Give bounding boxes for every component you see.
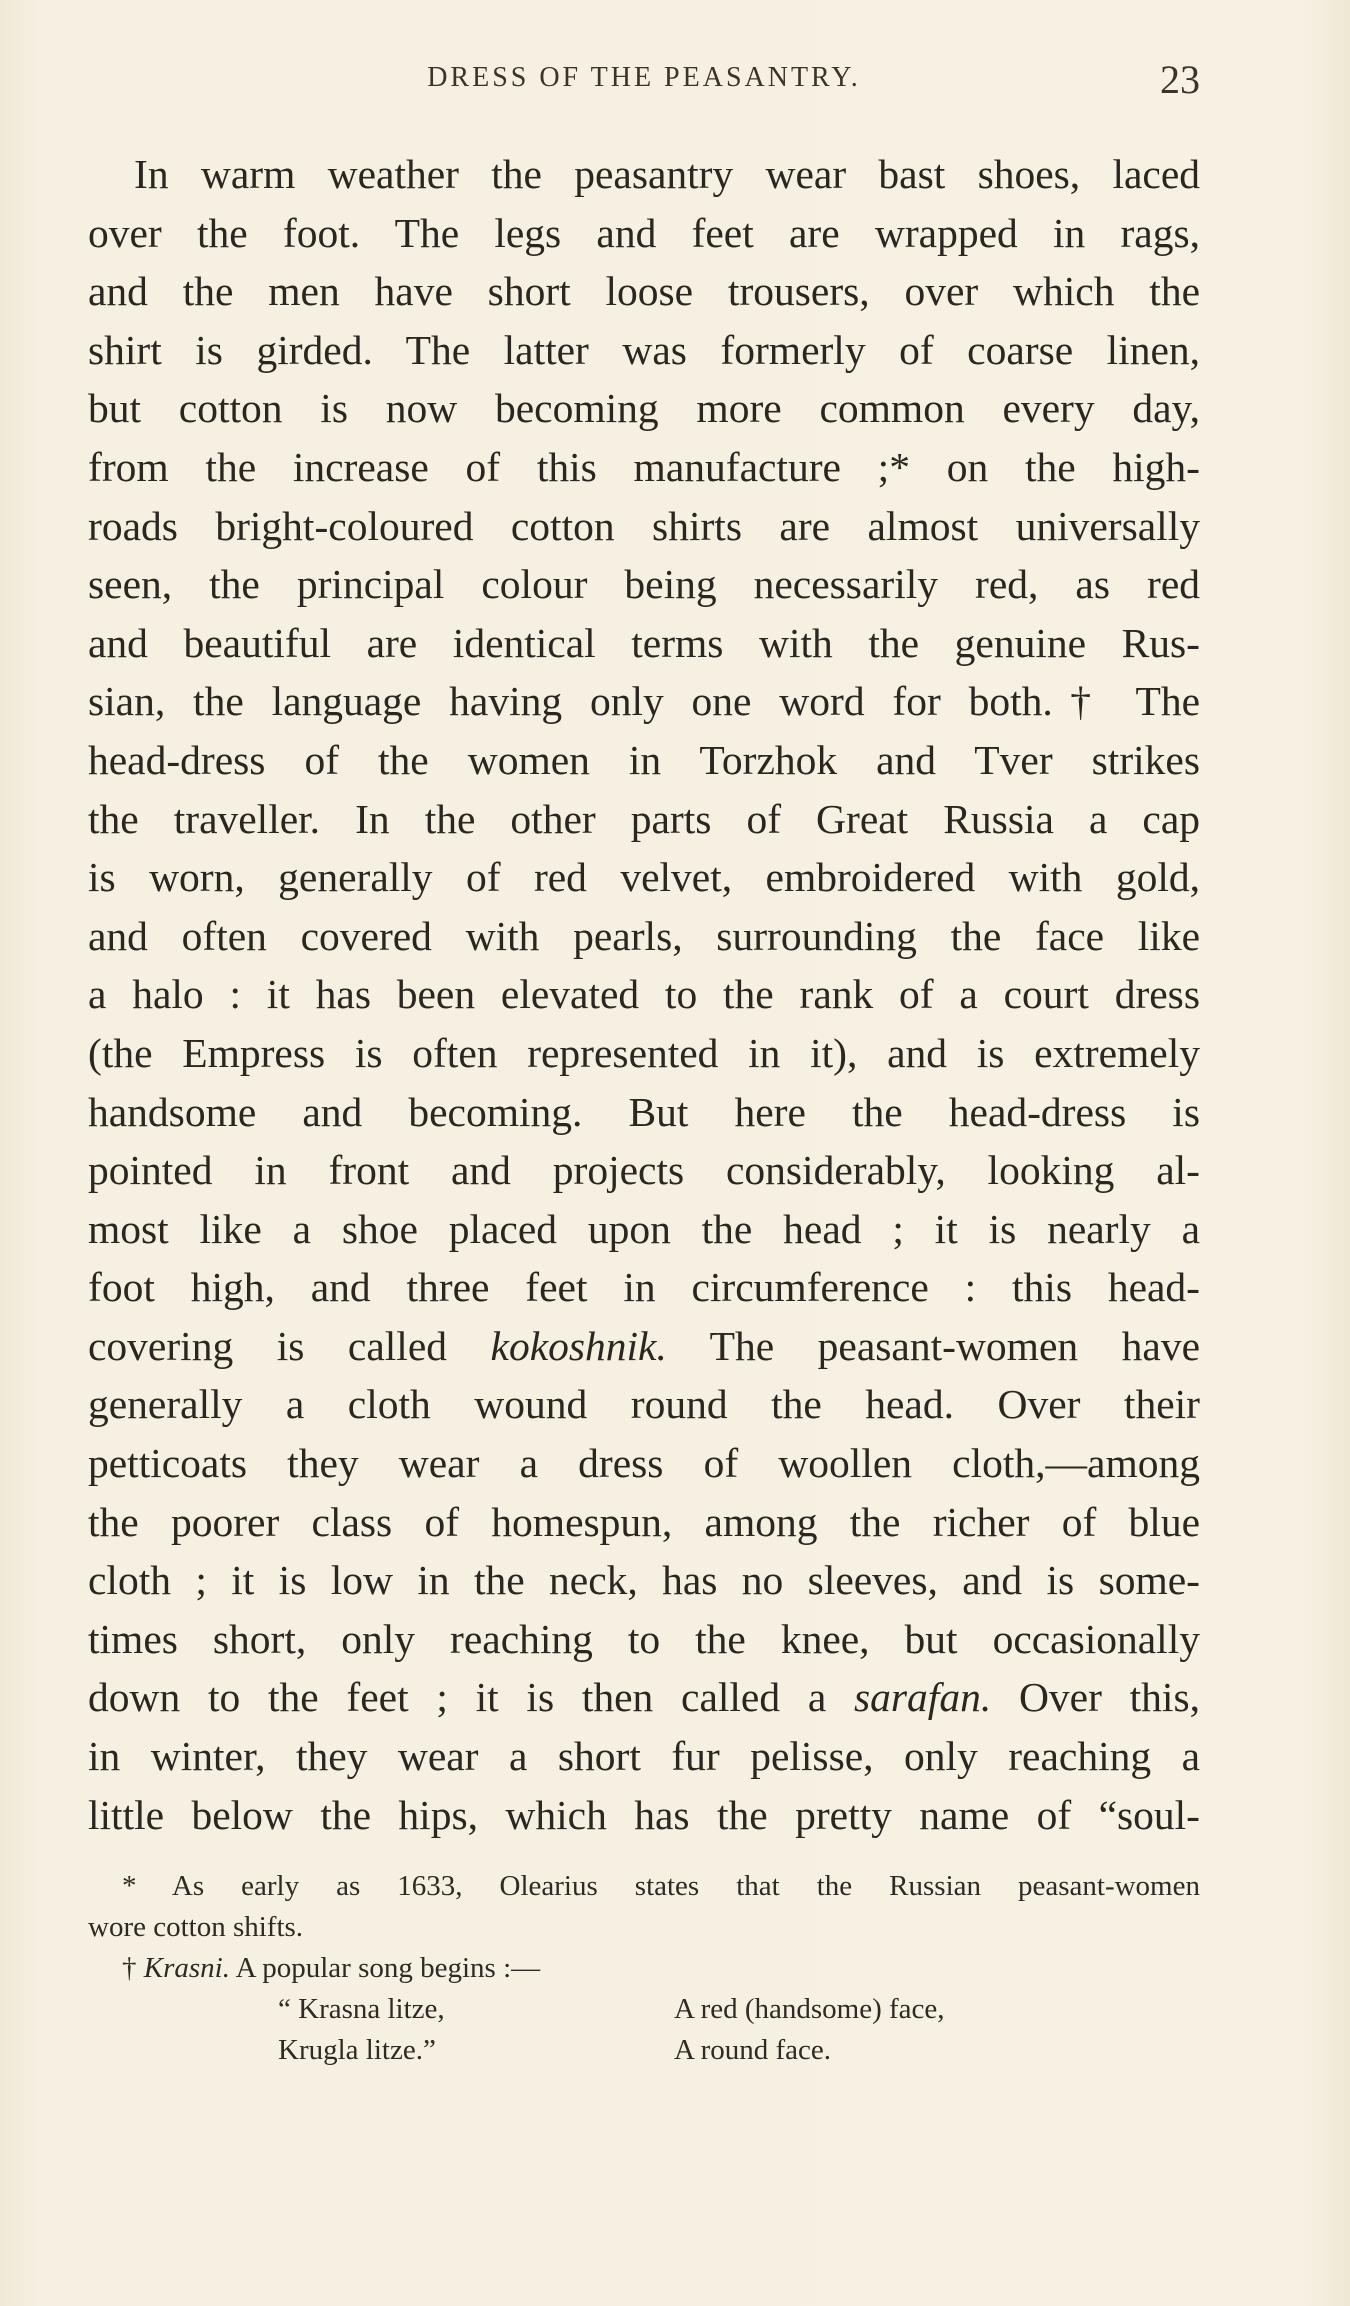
page-header: [88, 56, 1200, 116]
text-line: in winter, they wear a short fur pelisse, only reaching a: [88, 1733, 1200, 1780]
italic-term: kokoshnik.: [490, 1322, 667, 1369]
text-line: generally a cloth wound round the head. Over their: [88, 1381, 1200, 1428]
page-number: 23: [1160, 57, 1200, 102]
text-line: petticoats they wear a dress of woollen cloth,—among: [88, 1440, 1200, 1487]
text-line: In warm weather the peasantry wear bast shoes, laced: [134, 151, 1200, 197]
text-line: the traveller. In the other parts of Great Russia a cap: [88, 795, 1200, 842]
footnote-1-line: wore cotton shifts.: [88, 1911, 304, 1943]
text-line: little below the hips, which has the pretty name of “soul-: [88, 1791, 1200, 1838]
text-line: pointed in front and projects considerably, looking al-: [88, 1147, 1200, 1194]
text-line: and beautiful are identical terms with the genuine Rus-: [88, 619, 1200, 666]
text-line: and the men have short loose trousers, over which the: [88, 268, 1200, 315]
verse-russian: Krugla litze.”: [278, 2034, 436, 2066]
text-line: over the foot. The legs and feet are wrapped in rags,: [88, 209, 1200, 256]
verse-english: A round face.: [674, 2034, 832, 2066]
italic-term: Krasni.: [143, 1952, 230, 1984]
text-fragment: The peasant-women have: [666, 1322, 1200, 1369]
text-line: a halo : it has been elevated to the rank of a court dress: [88, 971, 1200, 1018]
text-line: shirt is girded. The latter was formerly of coarse linen,: [88, 326, 1200, 373]
text-fragment: down to the feet ; it is then called a: [88, 1674, 854, 1721]
verse-russian: “ Krasna litze,: [278, 1993, 445, 2025]
text-line: roads bright-coloured cotton shirts are almost universally: [88, 502, 1200, 549]
dagger-mark: †: [122, 1952, 144, 1984]
verse-english: A red (handsome) face,: [674, 1993, 945, 2025]
text-line: handsome and becoming. But here the head-dress is: [88, 1088, 1200, 1135]
text-line: the poorer class of homespun, among the richer of blue: [88, 1498, 1200, 1545]
text-line: (the Empress is often represented in it), and is extremely: [88, 1029, 1200, 1076]
footnote-text: A popular song begins :—: [229, 1952, 541, 1984]
running-head: DRESS OF THE PEASANTRY.: [427, 62, 861, 93]
verse-line: [88, 2030, 1200, 2071]
text-line: but cotton is now becoming more common every day,: [88, 385, 1200, 432]
text-line: head-dress of the women in Torzhok and Tver strikes: [88, 736, 1200, 783]
text-line: [88, 1317, 1200, 1376]
footnote-2: [88, 1948, 1200, 1989]
text-fragment: covering is called: [88, 1322, 491, 1369]
text-fragment: Over this,: [991, 1674, 1200, 1721]
body-text: [88, 145, 1200, 1844]
text-line: [88, 1668, 1200, 1727]
text-line: cloth ; it is low in the neck, has no sleeves, and is some-: [88, 1557, 1200, 1604]
text-line: is worn, generally of red velvet, embroidered with gold,: [88, 854, 1200, 901]
text-line: sian, the language having only one word for both.† The: [88, 678, 1200, 725]
footnotes: [88, 1866, 1200, 2071]
footnote-1-line: * As early as 1633, Olearius states that the Russian peasant-women: [122, 1870, 1200, 1902]
verse-line: [88, 1989, 1200, 2030]
text-line: from the increase of this manufacture ;* on the high-: [88, 443, 1200, 490]
text-line: most like a shoe placed upon the head ; it is nearly a: [88, 1205, 1200, 1252]
italic-term: sarafan.: [854, 1674, 992, 1721]
text-line: times short, only reaching to the knee, but occasionally: [88, 1615, 1200, 1662]
text-line: foot high, and three feet in circumference : this head-: [88, 1264, 1200, 1311]
text-line: seen, the principal colour being necessarily red, as red: [88, 561, 1200, 608]
text-line: and often covered with pearls, surrounding the face like: [88, 912, 1200, 959]
